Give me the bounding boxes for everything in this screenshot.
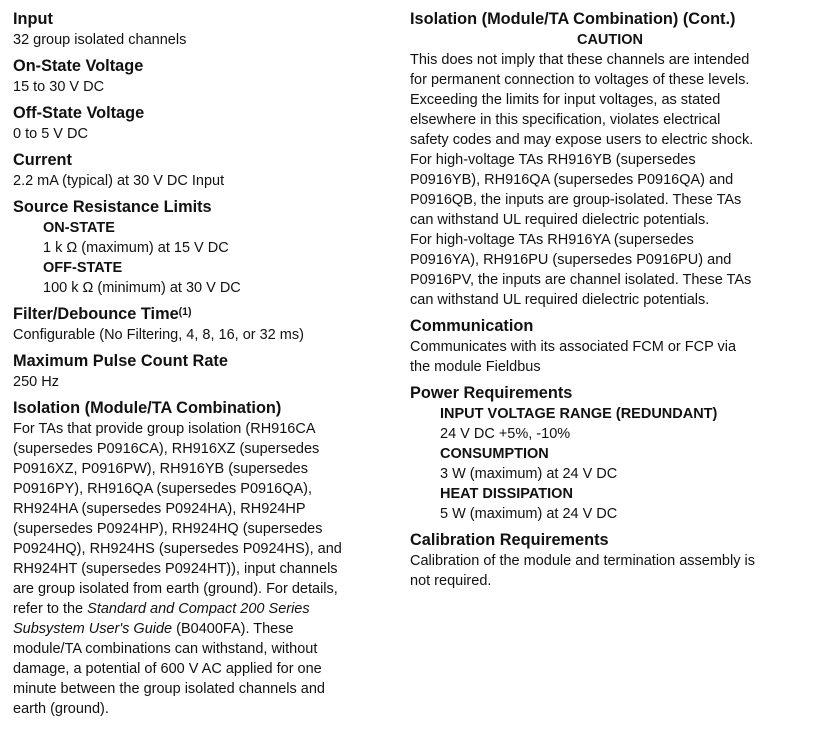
isolation-cont-section [410, 8, 810, 310]
calibration-heading: Calibration Requirements [410, 530, 609, 549]
caution-line: For high-voltage TAs RH916YB (supersedes [410, 152, 696, 168]
filter-heading-text: Filter/Debounce Time [13, 304, 179, 323]
guide-suffix: (B0400FA). These [172, 621, 294, 637]
current-text: 2.2 mA (typical) at 30 V DC Input [13, 173, 225, 189]
pulse-rate-section [13, 350, 388, 392]
power-details [440, 404, 810, 524]
isolation-line: RH924HT (supersedes P0924HT)), input channels [13, 561, 338, 577]
input-voltage-range-value: 24 V DC +5%, -10% [440, 426, 571, 442]
caution-line: P0916YA), RH916PU (supersedes P0916PU) and [410, 252, 732, 268]
isolation-line: (supersedes P0916CA), RH916XZ (supersedes [13, 441, 320, 457]
on-state-value: 1 k Ω (maximum) at 15 V DC [43, 240, 229, 256]
calibration-section [410, 529, 810, 591]
communication-heading: Communication [410, 316, 534, 335]
off-state-voltage-text: 0 to 5 V DC [13, 126, 88, 142]
isolation-line: minute between the group isolated channels and [13, 681, 325, 697]
off-state-value: 100 k Ω (minimum) at 30 V DC [43, 280, 241, 296]
communication-line: the module Fieldbus [410, 359, 541, 375]
communication-section [410, 315, 810, 377]
isolation-cont-heading: Isolation (Module/TA Combination) (Cont.) [410, 9, 736, 28]
pulse-rate-heading: Maximum Pulse Count Rate [13, 351, 228, 370]
caution-line: Exceeding the limits for input voltages, as stated [410, 92, 721, 108]
pulse-rate-text: 250 Hz [13, 374, 59, 390]
isolation-line: are group isolated from earth (ground). For details, [13, 581, 338, 597]
caution-line: for permanent connection to voltages of these levels. [410, 72, 750, 88]
consumption-value: 3 W (maximum) at 24 V DC [440, 466, 618, 482]
isolation-line: (supersedes P0924HP), RH924HQ (supersedes [13, 521, 323, 537]
heat-dissipation-label: HEAT DISSIPATION [440, 486, 573, 502]
source-resistance-heading: Source Resistance Limits [13, 197, 212, 216]
source-resistance-details [43, 218, 388, 298]
isolation-heading: Isolation (Module/TA Combination) [13, 398, 282, 417]
on-state-voltage-text: 15 to 30 V DC [13, 79, 105, 95]
filter-section [13, 303, 388, 345]
left-column [13, 8, 388, 724]
caution-line: P0916PV, the inputs are channel isolated. These TAs [410, 272, 752, 288]
filter-heading [13, 303, 373, 325]
input-heading: Input [13, 9, 53, 28]
input-voltage-range-label: INPUT VOLTAGE RANGE (REDUNDANT) [440, 406, 718, 422]
on-state-voltage-section [13, 55, 388, 97]
isolation-line: P0916PY), RH916QA (supersedes P0916QA), [13, 481, 313, 497]
current-heading: Current [13, 150, 72, 169]
right-column [410, 8, 810, 596]
on-state-label: ON-STATE [43, 220, 115, 236]
isolation-refer-line [13, 599, 388, 619]
filter-text: Configurable (No Filtering, 4, 8, 16, or 32 ms) [13, 327, 304, 343]
isolation-line: RH924HA (supersedes P0924HA), RH924HP [13, 501, 306, 517]
off-state-voltage-section [13, 102, 388, 144]
guide-title-part-2: Subsystem User's Guide [13, 621, 173, 637]
isolation-line: P0916XZ, P0916PW), RH916YB (supersedes [13, 461, 308, 477]
filter-footnote-marker: (1) [178, 306, 192, 318]
off-state-voltage-heading: Off-State Voltage [13, 103, 145, 122]
caution-line: can withstand UL required dielectric potentials. [410, 292, 710, 308]
consumption-label: CONSUMPTION [440, 446, 549, 462]
heat-dissipation-value: 5 W (maximum) at 24 V DC [440, 506, 618, 522]
isolation-guide-line [13, 619, 388, 639]
isolation-line: P0924HQ), RH924HS (supersedes P0924HS), and [13, 541, 342, 557]
caution-line: can withstand UL required dielectric potentials. [410, 212, 710, 228]
source-resistance-section [13, 196, 388, 298]
isolation-section [13, 397, 388, 719]
guide-title-part-1: Standard and Compact 200 Series [87, 601, 310, 617]
caution-line: P0916YB), RH916QA (supersedes P0916QA) and [410, 172, 734, 188]
caution-label: CAUTION [576, 32, 644, 48]
calibration-line: Calibration of the module and termination assembly is [410, 553, 755, 569]
calibration-line: not required. [410, 573, 492, 589]
isolation-line: damage, a potential of 600 V AC applied for one [13, 661, 322, 677]
refer-prefix: refer to the [13, 601, 88, 617]
input-section [13, 8, 388, 50]
caution-line: elsewhere in this specification, violates electrical [410, 112, 721, 128]
caution-line: For high-voltage TAs RH916YA (supersedes [410, 232, 694, 248]
power-heading: Power Requirements [410, 383, 573, 402]
off-state-label: OFF-STATE [43, 260, 123, 276]
current-section [13, 149, 388, 191]
isolation-line: earth (ground). [13, 701, 109, 717]
on-state-voltage-heading: On-State Voltage [13, 56, 144, 75]
isolation-line: module/TA combinations can withstand, without [13, 641, 318, 657]
power-section [410, 382, 810, 524]
communication-line: Communicates with its associated FCM or FCP via [410, 339, 737, 355]
caution-line: P0916QB, the inputs are group-isolated. These TAs [410, 192, 742, 208]
isolation-line: For TAs that provide group isolation (RH916CA [13, 421, 316, 437]
input-text: 32 group isolated channels [13, 32, 187, 48]
caution-line: safety codes and may expose users to electric shock. [410, 132, 754, 148]
caution-line: This does not imply that these channels are intended [410, 52, 750, 68]
